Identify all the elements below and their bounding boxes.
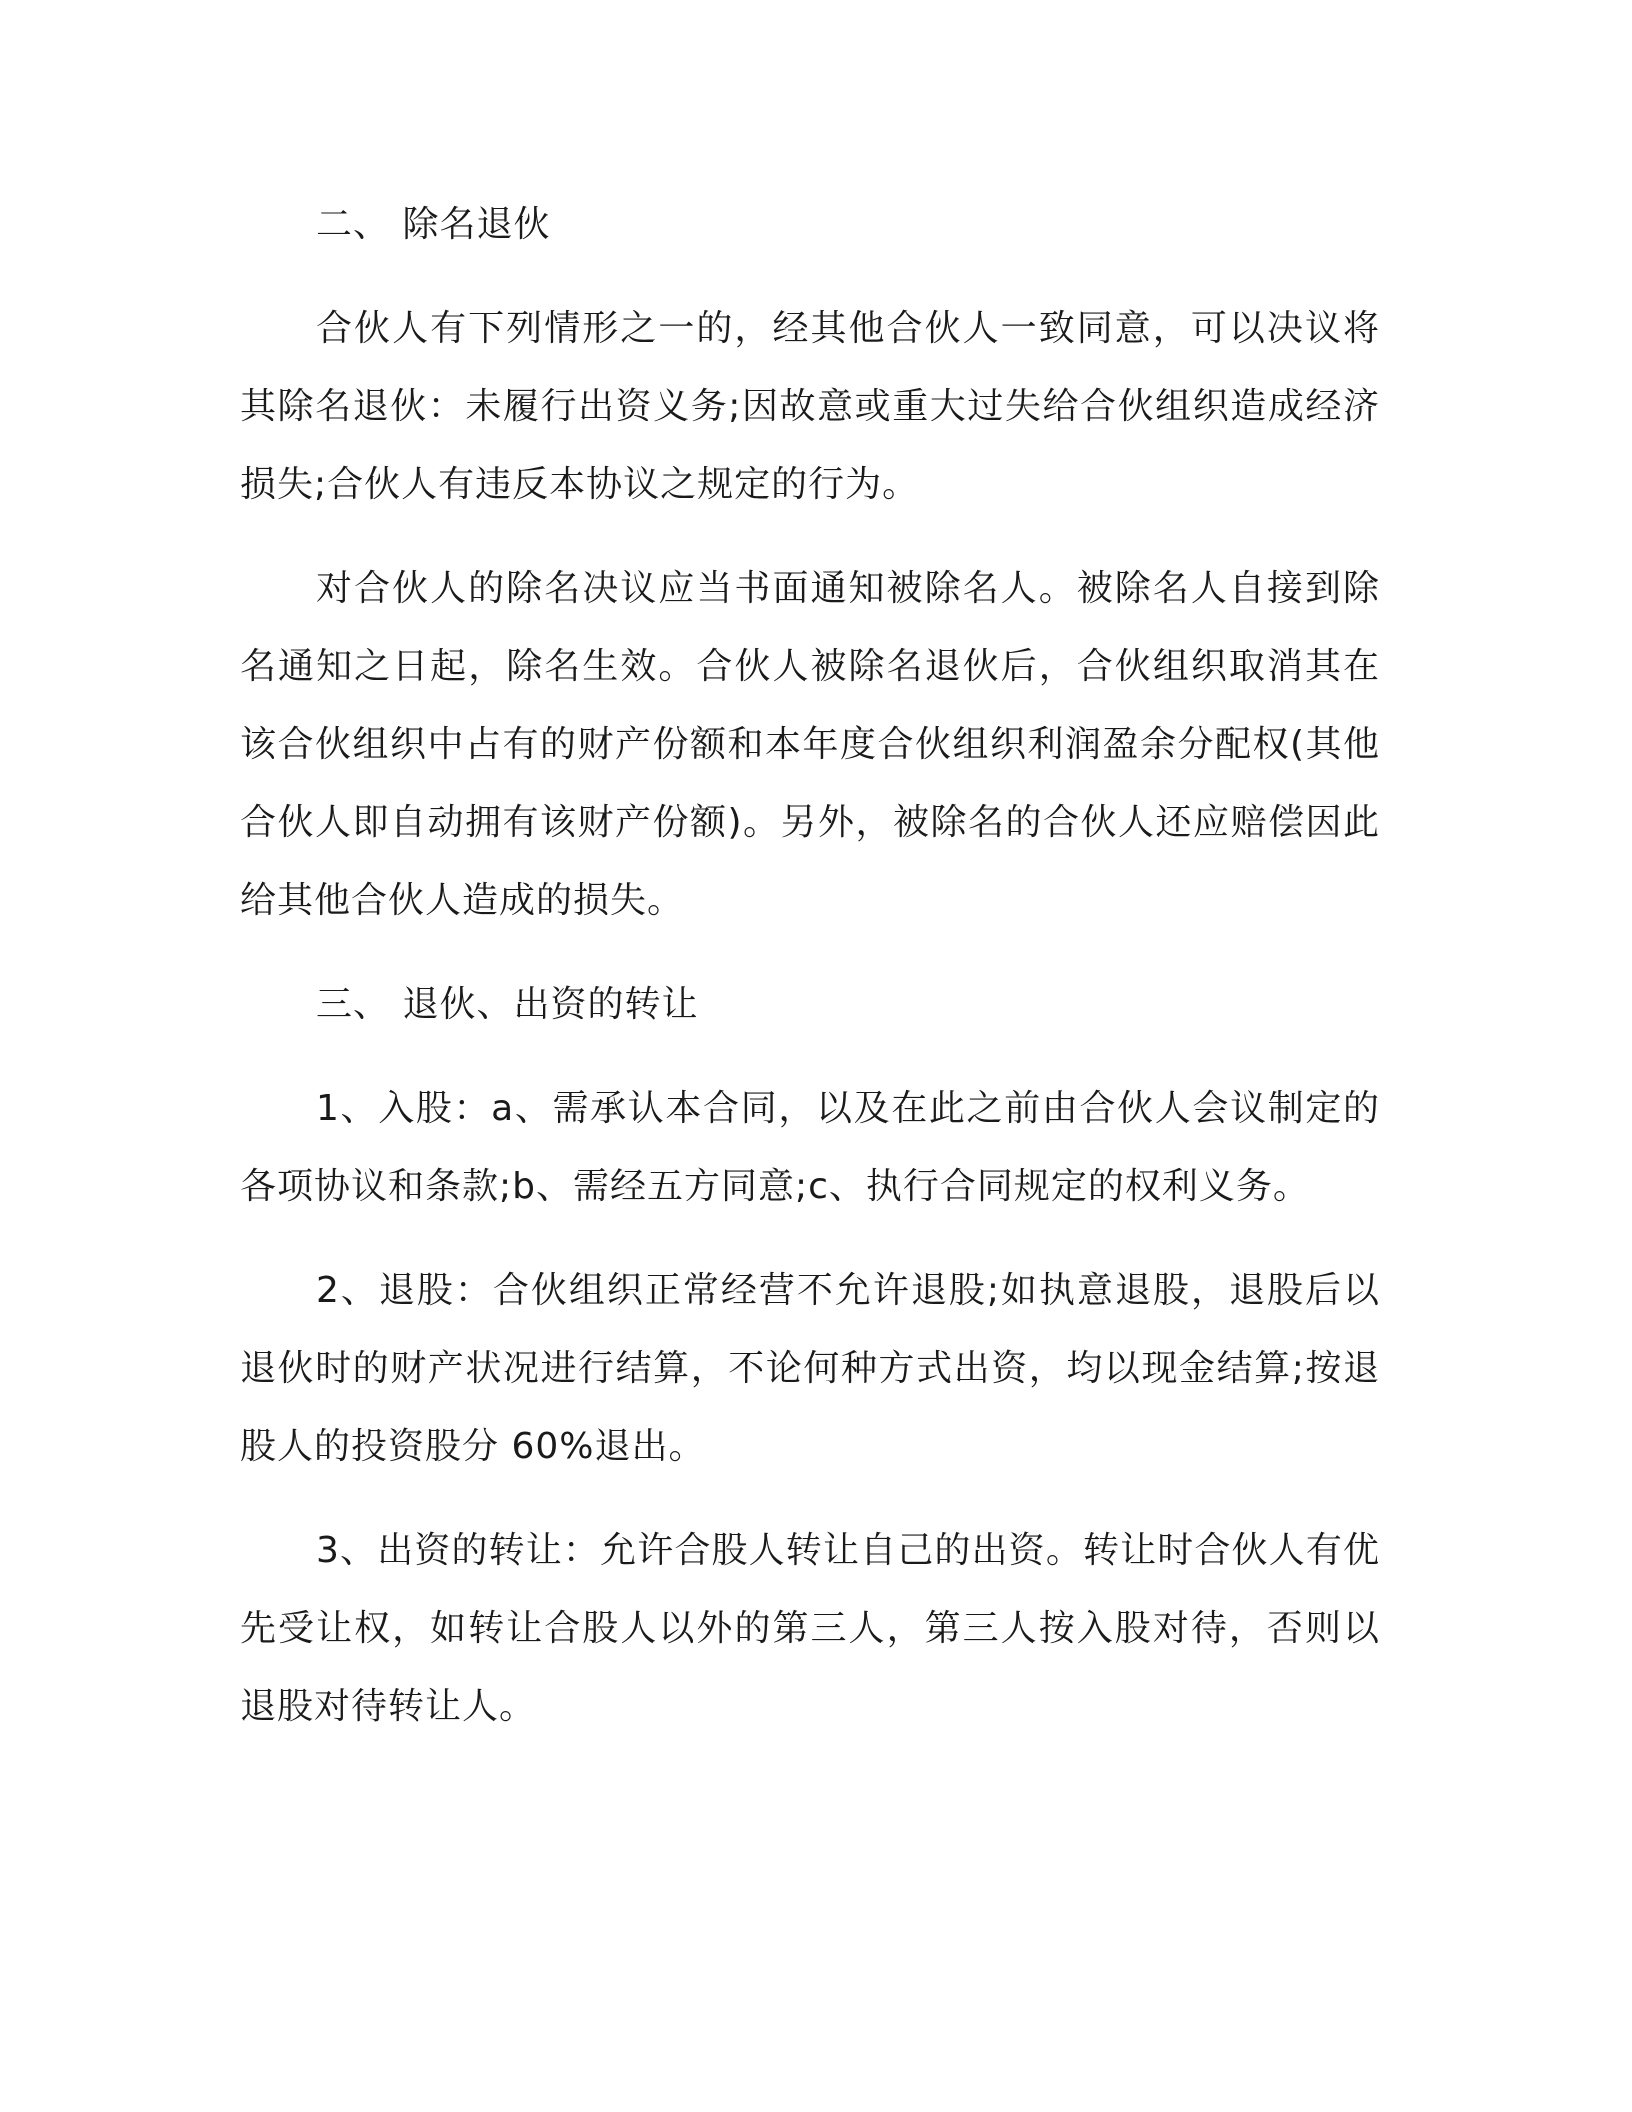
paragraph-removal-conditions: 合伙人有下列情形之一的，经其他合伙人一致同意，可以决议将其除名退伙：未履行出资义务;因故意或重大过失给合伙组织造成经济损失;合伙人有违反本协议之规定的行为。 bbox=[240, 308, 1380, 505]
paragraph-share-entry: 1、入股：a、需承认本合同，以及在此之前由合伙人会议制定的各项协议和条款;b、需经五方同意;c、执行合同规定的权利义务。 bbox=[240, 1088, 1380, 1207]
paragraph-share-withdrawal: 2、退股：合伙组织正常经营不允许退股;如执意退股，退股后以退伙时的财产状况进行结算，不论何种方式出资，均以现金结算;按退股人的投资股分 60%退出。 bbox=[240, 1270, 1380, 1467]
section-heading-withdrawal-transfer: 三、 退伙、出资的转让 bbox=[316, 984, 699, 1025]
paragraph-removal-notice: 对合伙人的除名决议应当书面通知被除名人。被除名人自接到除名通知之日起，除名生效。合伙人被除名退伙后，合伙组织取消其在该合伙组织中占有的财产份额和本年度合伙组织利润盈余分配权(其他合伙人即自动拥有该财产份额)。另外，被除名的合伙人还应赔偿因此给其他合伙人造成的损失。 bbox=[240, 568, 1380, 921]
paragraph-capital-transfer: 3、出资的转让：允许合股人转让自己的出资。转让时合伙人有优先受让权，如转让合股人以外的第三人，第三人按入股对待，否则以退股对待转让人。 bbox=[240, 1530, 1380, 1727]
document-body bbox=[240, 186, 1380, 1772]
section-heading-removal: 二、 除名退伙 bbox=[316, 204, 551, 245]
